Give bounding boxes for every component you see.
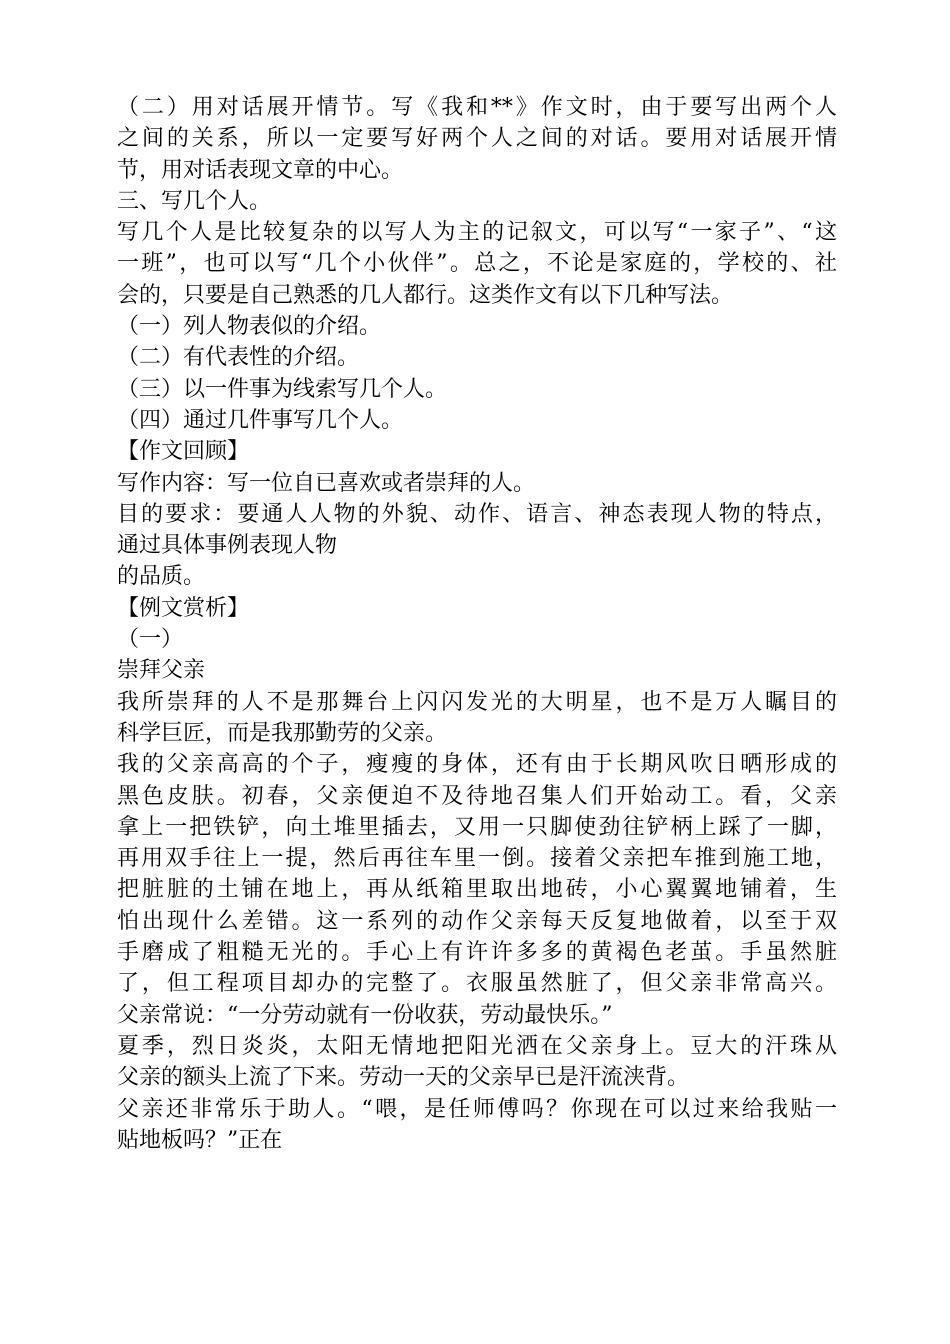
text-line: 父亲常说：“一分劳动就有一份收获，劳动最快乐。” — [117, 1002, 613, 1028]
text-line: 黑色皮肤。初春，父亲便迫不及待地召集人们开始动工。看，父亲 — [117, 783, 837, 809]
text-line: 我的父亲高高的个子，瘦瘦的身体，还有由于长期风吹日晒形成的 — [117, 752, 837, 778]
text-line: （二）用对话展开情节。写《我和**》作文时，由于要写出两个人 — [117, 95, 837, 120]
example-number: （一） — [117, 627, 184, 653]
list-item: （二）有代表性的介绍。 — [117, 345, 360, 371]
text-line: 写几个人是比较复杂的以写人为主的记叙文，可以写“一家子”、“这 — [117, 220, 837, 246]
section-heading: 三、写几个人。 — [117, 188, 272, 214]
list-item: （一）列人物表似的介绍。 — [117, 314, 382, 340]
text-line: 父亲还非常乐于助人。“喂，是任师傅吗？你现在可以过来给我贴一 — [117, 1096, 837, 1122]
text-line: 手磨成了粗糙无光的。手心上有许许多多的黄褐色老茧。手虽然脏 — [117, 940, 837, 966]
text-line: 贴地板吗？”正在 — [117, 1127, 283, 1153]
text-line: 会的，只要是自己熟悉的几人都行。这类作文有以下几种写法。 — [117, 282, 734, 308]
text-line: 的品质。 — [117, 564, 206, 590]
section-heading: 【例文赏析】 — [117, 595, 250, 621]
list-item: （四）通过几件事写几个人。 — [117, 407, 404, 433]
text-line: 之间的关系，所以一定要写好两个人之间的对话。要用对话展开情 — [117, 126, 837, 152]
text-line: 一班”，也可以写“几个小伙伴”。总之，不论是家庭的，学校的、社 — [117, 251, 837, 277]
text-line: 夏季，烈日炎炎，太阳无情地把阳光洒在父亲身上。豆大的汗珠从 — [117, 1033, 837, 1059]
example-title: 崇拜父亲 — [117, 658, 206, 684]
text-line: 科学巨匠，而是我那勤劳的父亲。 — [117, 720, 448, 746]
text-line: 把脏脏的土铺在地上，再从纸箱里取出地砖，小心翼翼地铺着，生 — [117, 877, 837, 903]
text-line: 拿上一把铁铲，向土堆里插去，又用一只脚使劲往铲柄上踩了一脚， — [117, 814, 837, 840]
list-item: （三）以一件事为线索写几个人。 — [117, 376, 448, 402]
document-page — [117, 92, 837, 1156]
text-line: 我所崇拜的人不是那舞台上闪闪发光的大明星，也不是万人瞩目的 — [117, 689, 837, 715]
text-line: 父亲的额头上流了下来。劳动一天的父亲早已是汗流浃背。 — [117, 1065, 690, 1091]
text-line: 节，用对话表现文章的中心。 — [117, 157, 404, 183]
text-line: 了，但工程项目却办的完整了。衣服虽然脏了，但父亲非常高兴。 — [117, 971, 837, 997]
text-line: 通过具体事例表现人物 — [117, 533, 338, 559]
text-line: 写作内容：写一位自已喜欢或者崇拜的人。 — [117, 470, 536, 496]
section-heading: 【作文回顾】 — [117, 439, 250, 465]
text-line: 目的要求：要通人人物的外貌、动作、语言、神态表现人物的特点， — [117, 501, 837, 527]
text-line: 怕出现什么差错。这一系列的动作父亲每天反复地做着，以至于双 — [117, 908, 837, 934]
text-line: 再用双手往上一提，然后再往车里一倒。接着父亲把车推到施工地， — [117, 846, 837, 872]
